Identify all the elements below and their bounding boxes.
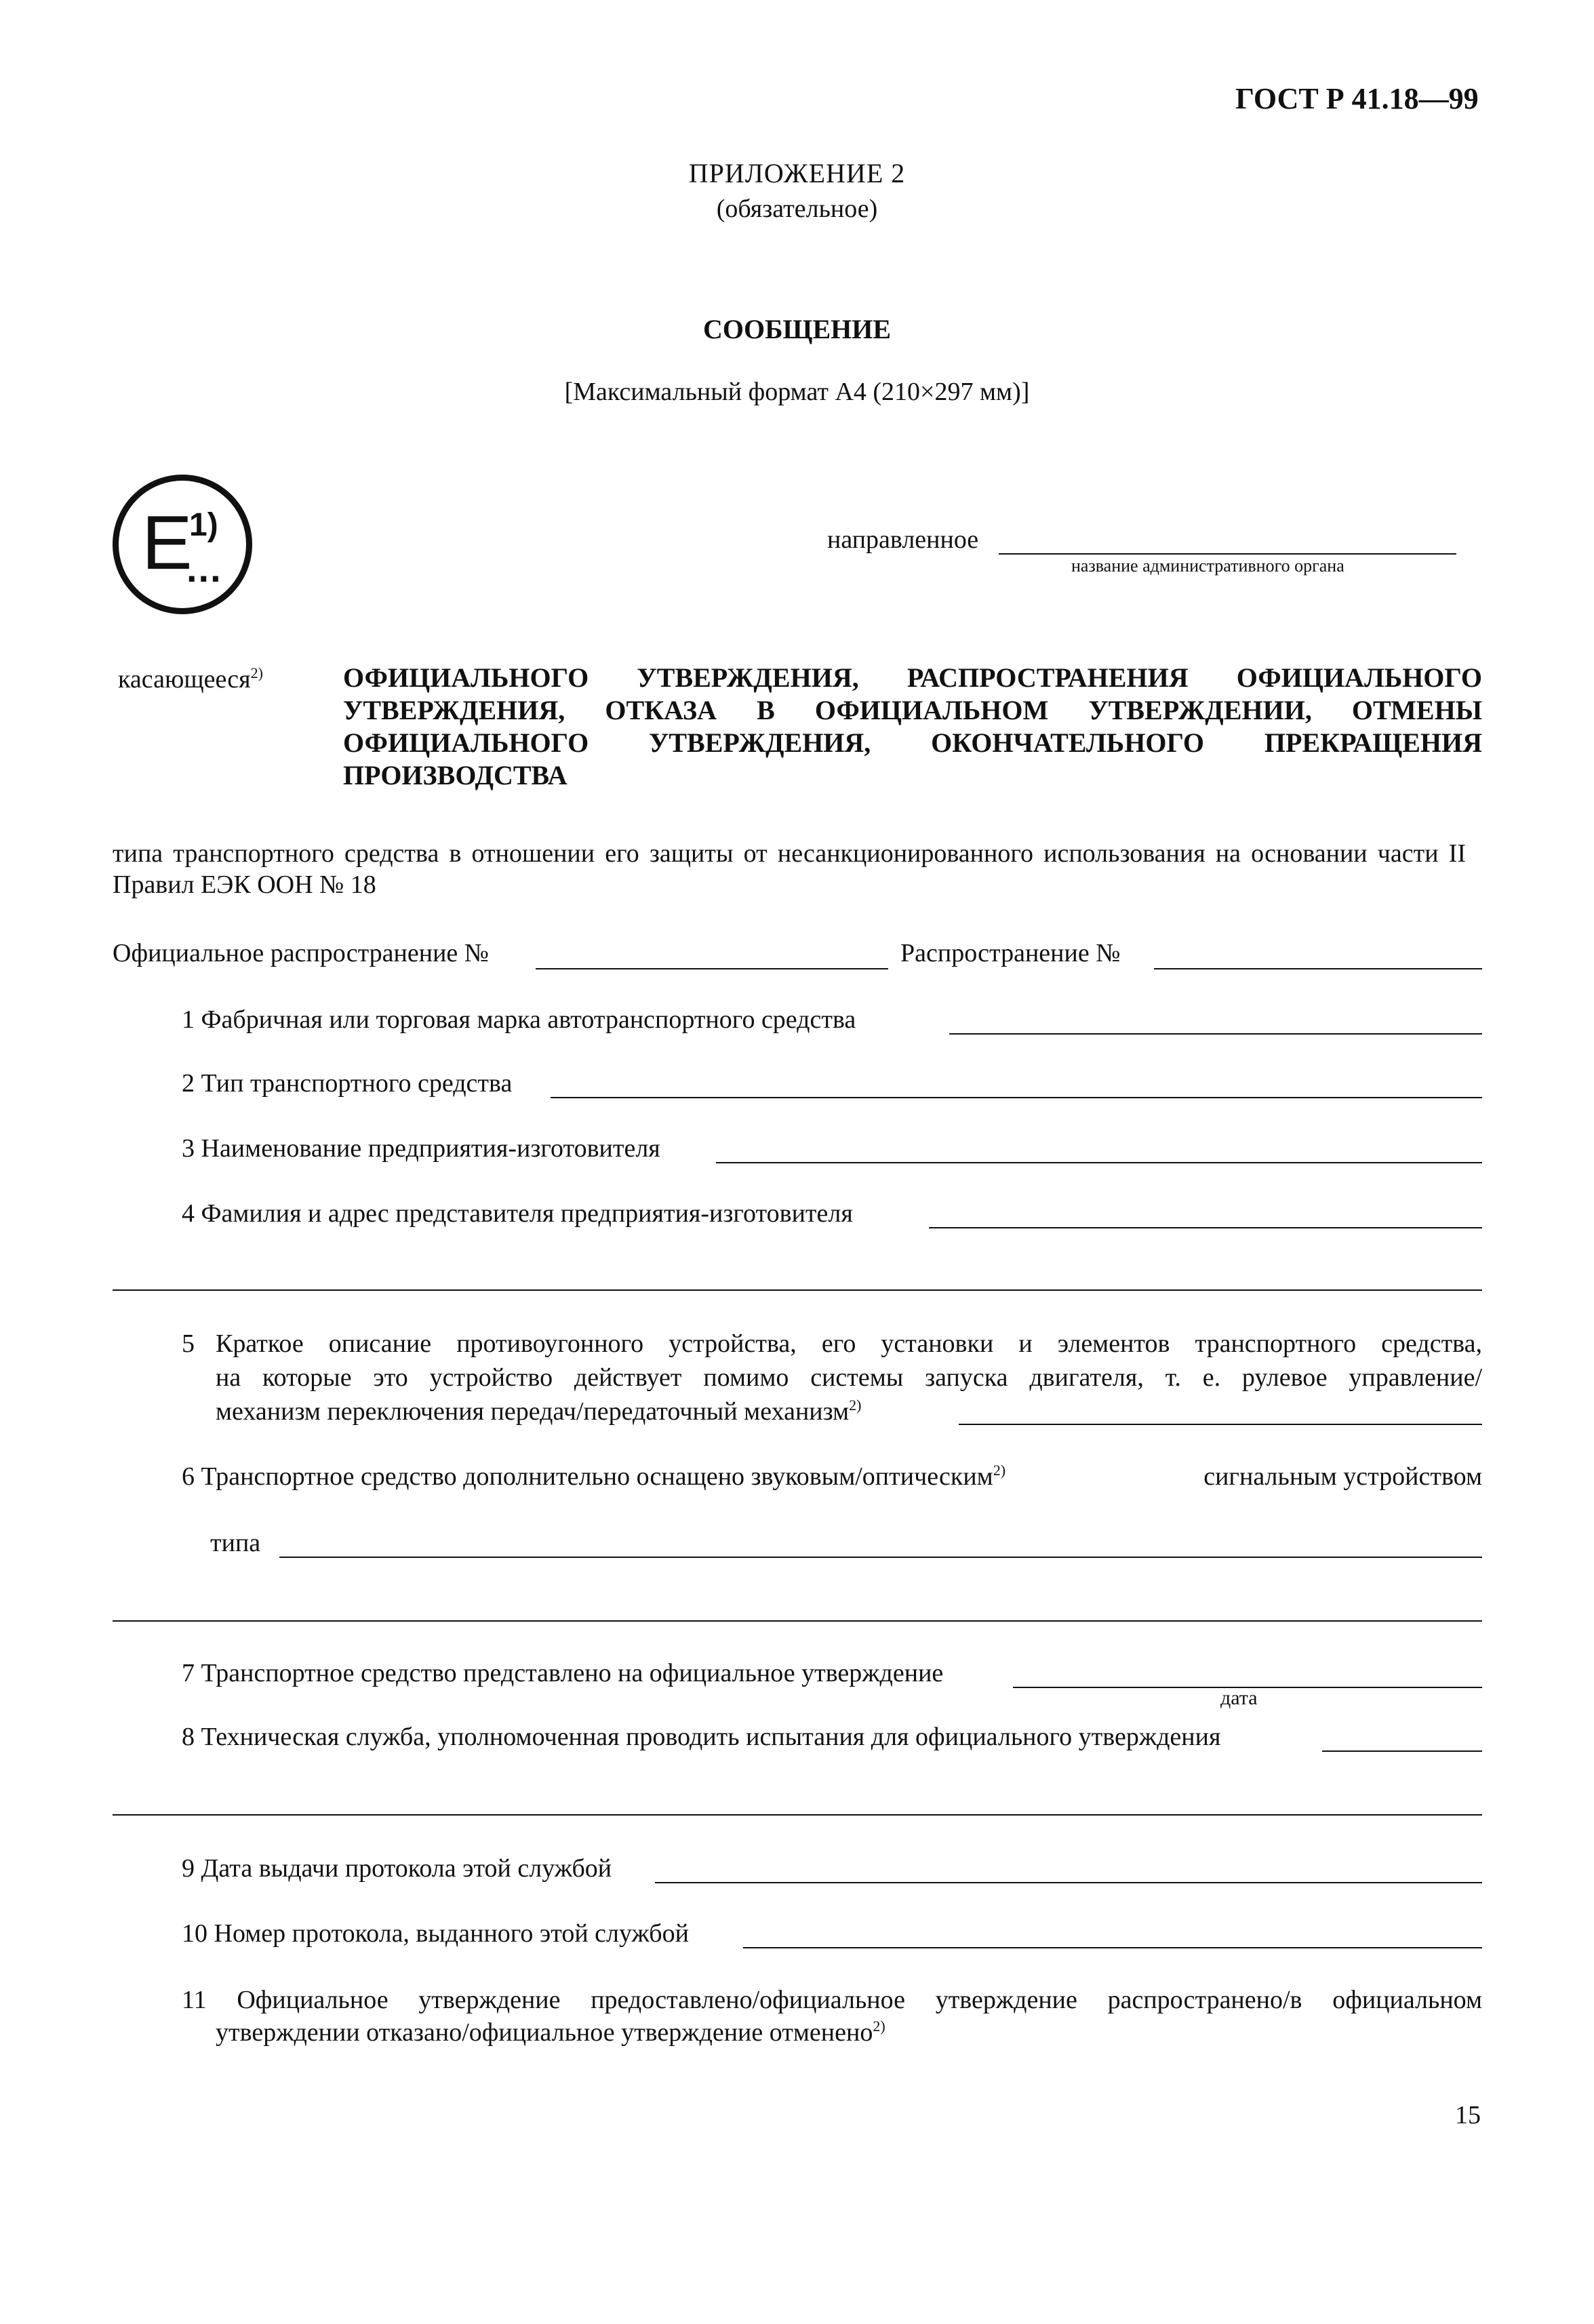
item-10-label: 10 Номер протокола, выданного этой службой: [182, 1919, 689, 1948]
item-8-field-continued[interactable]: [113, 1814, 1482, 1816]
official-extension-label: Официальное распространение №: [113, 939, 490, 967]
e-mark-dots: ...: [186, 547, 222, 590]
item-2-field[interactable]: [551, 1097, 1482, 1098]
extension-label: Распространение №: [900, 939, 1121, 967]
e-mark-footnote: 1): [189, 507, 218, 543]
annex-title: ПРИЛОЖЕНИЕ 2: [688, 158, 906, 188]
concerning-footnote: 2): [250, 664, 263, 681]
item-5-line-3-text: механизм переключения передач/передаточный механизм: [216, 1397, 850, 1426]
official-extension-field[interactable]: [536, 968, 888, 969]
sent-by-field[interactable]: [999, 553, 1456, 555]
item-3-label: 3 Наименование предприятия-изготовителя: [182, 1134, 660, 1163]
item-1-label: 1 Фабричная или торговая марка автотранспортного средства: [182, 1005, 856, 1034]
item-5-line-3: [216, 1397, 861, 1430]
item-9-label: 9 Дата выдачи протокола этой службой: [182, 1854, 612, 1883]
item-6-text-a-content: 6 Транспортное средство дополнительно оснащено звуковым/оптическим: [182, 1462, 993, 1491]
e-mark-circle: [113, 475, 252, 614]
concerning-label: [118, 664, 263, 698]
annex-note: (обязательное): [716, 195, 878, 223]
item-4-field[interactable]: [929, 1227, 1482, 1228]
item-7-caption: дата: [1220, 1687, 1258, 1709]
item-8-field[interactable]: [1322, 1750, 1482, 1752]
item-3-field[interactable]: [716, 1162, 1482, 1163]
item-9-field[interactable]: [655, 1882, 1482, 1883]
item-2-label: 2 Тип транспортного средства: [182, 1069, 513, 1098]
extension-field[interactable]: [1154, 968, 1482, 969]
item-4-label: 4 Фамилия и адрес представителя предприятия-изготовителя: [182, 1199, 853, 1228]
standard-code: ГОСТ Р 41.18—99: [1235, 82, 1479, 115]
item-6-footnote: 2): [993, 1462, 1006, 1479]
item-6-text-a: [182, 1462, 1005, 1495]
item-4-field-continued[interactable]: [113, 1289, 1482, 1291]
item-5-line-1: Краткое описание противоугонного устройства, его установки и элементов транспортного средства,: [216, 1329, 1482, 1358]
sent-by-caption: название административного органа: [1071, 556, 1344, 576]
item-11-line-1: 11 Официальное утверждение предоставлено/официальное утверждение распространено/в официальном: [182, 1986, 1482, 2014]
item-7-label: 7 Транспортное средство представлено на официальное утверждение: [182, 1659, 944, 1687]
concerning-label-text: касающееся: [118, 665, 251, 694]
sent-by-label: направленное: [827, 525, 979, 554]
item-5-footnote: 2): [849, 1397, 862, 1414]
item-6-text-b: сигнальным устройством: [1203, 1462, 1482, 1491]
e-mark-letter: E: [142, 500, 193, 585]
item-5-number: 5: [182, 1329, 195, 1358]
item-6-field-continued[interactable]: [113, 1620, 1482, 1622]
format-note: [Максимальный формат А4 (210×297 мм)]: [564, 378, 1030, 406]
item-5-field[interactable]: [959, 1424, 1482, 1425]
item-6-line-1: [182, 1462, 1482, 1495]
concerning-body: ОФИЦИАЛЬНОГО УТВЕРЖДЕНИЯ, РАСПРОСТРАНЕНИЯ ОФИЦИАЛЬНОГО УТВЕРЖДЕНИЯ, ОТКАЗА В ОФИЦИАЛЬНОМ УТВЕРЖДЕНИИ, ОТМЕНЫ ОФИЦИАЛЬНОГО УТВЕРЖДЕНИЯ, ОКОНЧАТЕЛЬНОГО ПРЕКРАЩЕНИЯ ПРОИЗВОДСТВА: [343, 662, 1482, 790]
item-8-label: 8 Техническая служба, уполномоченная проводить испытания для официального утверждения: [182, 1723, 1221, 1751]
item-11-footnote: 2): [873, 2018, 885, 2035]
document-title: СООБЩЕНИЕ: [702, 314, 892, 344]
item-5-line-2: на которые это устройство действует помимо системы запуска двигателя, т. е. рулевое управление/: [216, 1363, 1482, 1392]
item-11-line-2-text: утверждении отказано/официальное утверждение отменено: [216, 2018, 873, 2047]
item-6-type-field[interactable]: [279, 1557, 1482, 1558]
item-1-field[interactable]: [949, 1033, 1482, 1035]
intro-paragraph: типа транспортного средства в отношении его защиты от несанкционированного использования на основании части II Правил ЕЭК ООН № 18: [113, 839, 1466, 899]
item-6-type-label: типа: [210, 1529, 261, 1557]
page-number: 15: [1455, 2101, 1481, 2129]
item-10-field[interactable]: [743, 1947, 1482, 1948]
item-11-line-2: [216, 2018, 885, 2051]
